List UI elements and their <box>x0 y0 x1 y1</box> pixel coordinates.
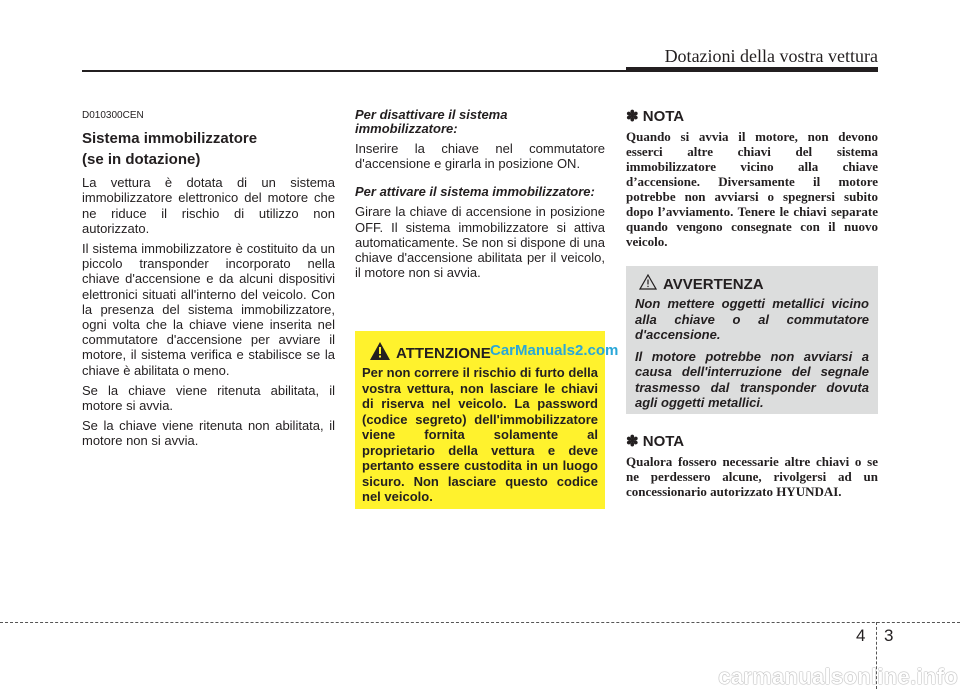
warning-box <box>355 331 619 509</box>
warning-text: Per non correre il rischio di furto della vostra vettura, non lasciare le chiavi di riserva nel veicolo. La password (codice segreto) dell'immobilizzatore viene fornita solamente al proprietario della vettura e deve pertanto essere custodita in un luogo sicuro. Non lasciare questo codice nel veicolo. <box>362 365 598 504</box>
caution-text: Il motore potrebbe non avviarsi a causa dell'interruzione del segnale trasmesso dal transponder dovuta agli oggetti metallici. <box>635 348 869 410</box>
footer-dashed-rule <box>0 622 960 623</box>
caution-title: AVVERTENZA <box>663 276 764 293</box>
deactivate-text: Inserire la chiave nel commutatore d'accensione e girarla in posizione ON. <box>355 141 605 172</box>
paragraph: Se la chiave viene ritenuta abilitata, il motore si avvia. <box>82 382 335 414</box>
note-text: Qualora fossero necessarie altre chiavi o se ne perdessero alcune, rivolgersi ad un concessionario autorizzato HYUNDAI. <box>626 454 878 499</box>
site-watermark: carmanualsonline.info <box>718 664 958 689</box>
warning-header <box>362 339 619 365</box>
caution-triangle-icon <box>639 274 657 290</box>
section-subtitle: (se in dotazione) <box>82 151 201 169</box>
note-title: ✽ NOTA <box>626 433 685 450</box>
activate-heading: Per attivare il sistema immobilizzatore: <box>355 184 595 200</box>
warning-title: ATTENZIONE <box>396 345 491 362</box>
paragraph: Se la chiave viene ritenuta non abilitata, il motore non si avvia. <box>82 418 335 449</box>
caution-header <box>635 272 869 296</box>
caution-text: Non mettere oggetti metallici vicino alla chiave o al commutatore d'accensione. <box>635 296 869 342</box>
page-number: 3 <box>884 626 894 645</box>
deactivate-heading: Per disattivare il sistema immobilizzatore: <box>355 107 508 136</box>
chapter-number: 4 <box>856 626 866 645</box>
column-middle <box>355 108 605 280</box>
paragraph: La vettura è dotata di un sistema immobilizzatore elettronico del motore che ne riduce il rischio di utilizzo non autorizzato. <box>82 175 335 236</box>
note-title: ✽ NOTA <box>626 108 685 125</box>
section-header-title: Dotazioni della vostra vettura <box>664 46 878 66</box>
section-title: Sistema immobilizzatore <box>82 130 258 148</box>
warning-triangle-icon <box>370 342 390 360</box>
watermark-text: CarManuals2.com <box>490 342 619 359</box>
column-right <box>626 108 878 249</box>
header-rule-accent <box>626 67 878 72</box>
column-left <box>82 108 335 449</box>
note-text: Quando si avvia il motore, non devono esserci altre chiavi del sistema immobilizzatore vicino alla chiave d’accensione. Diversamente il motore potrebbe non avviarsi o spegnersi subito dopo l’avviamento. Tenere le chiavi separate quando vengono consegnate con il nuovo veicolo. <box>626 129 878 249</box>
activate-text: Girare la chiave di accensione in posizione OFF. Il sistema immobilizzatore si attiva automaticamente. Se non si dispone di una chiave d'accensione abilitata per il veicolo, il motore non si avvia. <box>355 204 605 281</box>
section-code: D010300CEN <box>82 110 144 121</box>
caution-box <box>626 266 878 414</box>
paragraph: Il sistema immobilizzatore è costituito da un piccolo transponder incorporato nella chiave d'accensione e da alcuni dispositivi elettronici situati all'interno del veicolo. Con la presenza del sistema immobilizzatore, ogni volta che la chiave viene inserita nel commutatore d'accensione per avviare il motore, il sistema verifica e stabilisce se la chiave è abilitata o meno. <box>82 241 335 378</box>
note-second <box>626 433 878 499</box>
